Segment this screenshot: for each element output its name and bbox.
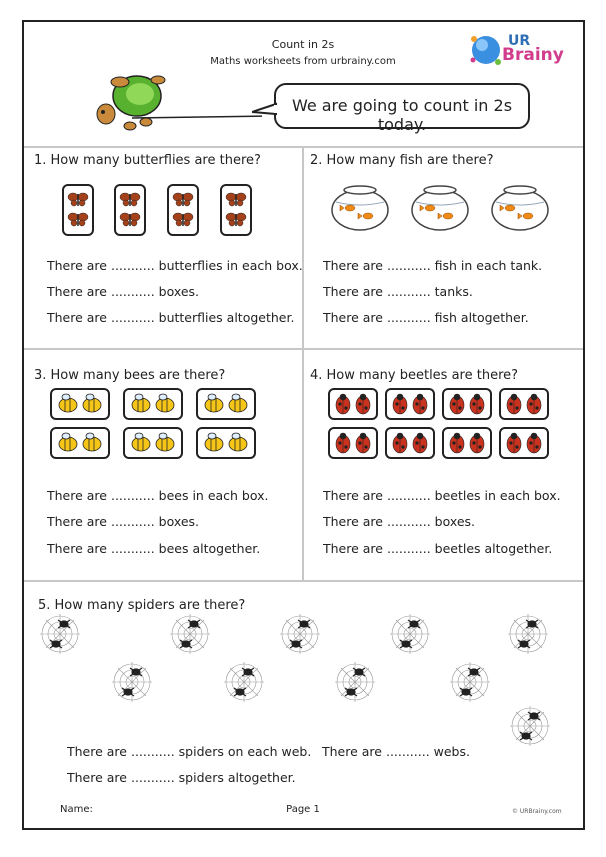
question-1: 1. How many butterflies are there? (34, 153, 261, 168)
q3-line-3: There are ........... bees altogether. (47, 541, 261, 556)
q5-line-2: There are ........... webs. (322, 744, 470, 759)
turtle-mascot-icon (92, 70, 262, 140)
fish-tanks (328, 184, 558, 232)
q5-line-1: There are ........... spiders on each web. (67, 744, 312, 759)
worksheet-subtitle: Maths worksheets from urbrainy.com (210, 56, 396, 67)
question-3: 3. How many bees are there? (34, 368, 226, 383)
q3-line-2: There are ........... boxes. (47, 514, 200, 529)
butterfly-icon (62, 184, 262, 238)
bee-icon (50, 388, 260, 460)
question-2: 2. How many fish are there? (310, 153, 494, 168)
page-number: Page 1 (286, 804, 320, 815)
logo-ur-text: UR (508, 33, 531, 49)
divider-bottom (24, 580, 583, 582)
divider-vertical (302, 148, 304, 580)
ladybird-icon (328, 388, 550, 460)
worksheet-title: Count in 2s (271, 38, 335, 51)
q2-line-2: There are ........... tanks. (323, 284, 473, 299)
speech-bubble (274, 83, 530, 134)
logo-brainy-text: Brainy (502, 45, 564, 65)
name-label: Name: (60, 804, 93, 815)
q4-line-1: There are ........... beetles in each box. (323, 488, 561, 503)
fishbowl-icon (328, 184, 558, 232)
q1-line-1: There are ........... butterflies in each box. (47, 258, 303, 273)
bee-boxes (50, 388, 260, 460)
q5-line-3: There are ........... spiders altogether. (67, 770, 296, 785)
spider-web-icon (40, 612, 570, 758)
question-4: 4. How many beetles are there? (310, 368, 519, 383)
urbrainy-logo (466, 30, 566, 70)
q3-line-1: There are ........... bees in each box. (47, 488, 269, 503)
q1-line-3: There are ........... butterflies altogether. (47, 310, 295, 325)
speech-text: We are going to count in 2s today. (291, 96, 513, 134)
q4-line-2: There are ........... boxes. (323, 514, 476, 529)
spider-webs (40, 612, 570, 758)
beetle-boxes (328, 388, 550, 460)
copyright: © URBrainy.com (512, 808, 562, 815)
q1-line-2: There are ........... boxes. (47, 284, 200, 299)
q4-line-3: There are ........... beetles altogether. (323, 541, 553, 556)
q2-line-3: There are ........... fish altogether. (323, 310, 529, 325)
globe-icon (466, 30, 506, 70)
speech-tail (252, 100, 278, 120)
butterfly-boxes (62, 184, 262, 238)
question-5: 5. How many spiders are there? (38, 598, 246, 613)
q2-line-1: There are ........... fish in each tank. (323, 258, 543, 273)
